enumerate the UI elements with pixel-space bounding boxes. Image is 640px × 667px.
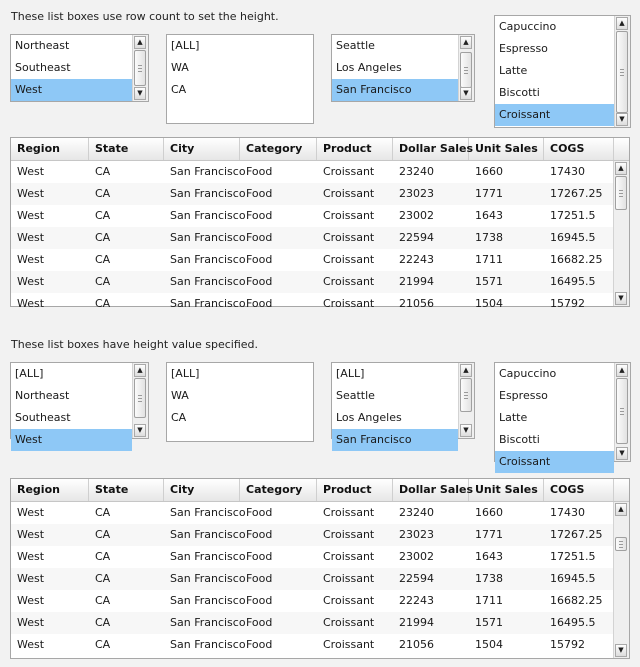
listbox-scrollbar[interactable] [458, 363, 474, 438]
listbox-option[interactable]: Capuccino [499, 367, 557, 380]
table-cell: CA [95, 572, 111, 585]
column-header[interactable]: Region [11, 138, 89, 160]
table-cell: Food [246, 297, 273, 310]
column-header[interactable]: Dollar Sales [393, 479, 469, 501]
table-cell: San Francisco [170, 253, 246, 266]
scroll-up-icon[interactable]: ▲ [134, 364, 146, 377]
listbox-option[interactable]: Capuccino [499, 20, 557, 33]
table-cell: 1660 [475, 165, 503, 178]
listbox-scrollbar[interactable] [132, 363, 148, 438]
table-cell: 1660 [475, 506, 503, 519]
table-cell: 17430 [550, 506, 585, 519]
scroll-down-icon[interactable]: ▼ [134, 424, 146, 437]
listbox-option[interactable]: West [11, 429, 132, 451]
table-cell: 1504 [475, 638, 503, 651]
table-cell: Croissant [323, 275, 375, 288]
table-cell: CA [95, 253, 111, 266]
table-row[interactable] [11, 183, 613, 205]
scroll-thumb[interactable] [615, 537, 627, 551]
listbox-option[interactable]: Biscotti [499, 86, 540, 99]
table-cell: 22594 [399, 572, 434, 585]
scroll-thumb[interactable] [134, 50, 146, 86]
listbox-option[interactable]: Southeast [15, 61, 71, 74]
table-cell: Croissant [323, 231, 375, 244]
column-header[interactable]: COGS [544, 479, 614, 501]
table-cell: Croissant [323, 165, 375, 178]
region-listbox-1[interactable] [10, 34, 149, 102]
table-cell: Croissant [323, 572, 375, 585]
section2-caption: These list boxes have height value specified. [11, 338, 258, 351]
listbox-items [167, 35, 313, 123]
listbox-scrollbar[interactable] [458, 35, 474, 101]
table-cell: 16945.5 [550, 572, 596, 585]
table-cell: San Francisco [170, 638, 246, 651]
table-cell: San Francisco [170, 209, 246, 222]
table-cell: San Francisco [170, 616, 246, 629]
listbox-scrollbar[interactable] [132, 35, 148, 101]
table-cell: San Francisco [170, 275, 246, 288]
listbox-option[interactable]: Southeast [15, 411, 71, 424]
listbox-option[interactable]: Los Angeles [336, 411, 402, 424]
listbox-option[interactable]: Los Angeles [336, 61, 402, 74]
column-header[interactable]: Product [317, 138, 393, 160]
state-listbox-2[interactable] [166, 362, 314, 442]
table-cell: CA [95, 231, 111, 244]
scroll-up-icon[interactable]: ▲ [134, 36, 146, 49]
table-row[interactable] [11, 546, 613, 568]
table-cell: Food [246, 572, 273, 585]
table-cell: 1711 [475, 253, 503, 266]
table-cell: 16495.5 [550, 616, 596, 629]
table-cell: West [17, 528, 45, 541]
grid-scrollbar[interactable] [613, 161, 629, 306]
table-cell: Croissant [323, 506, 375, 519]
table-cell: CA [95, 297, 111, 310]
listbox-option[interactable]: San Francisco [332, 429, 458, 451]
scroll-up-icon[interactable]: ▲ [616, 17, 628, 30]
table-cell: 1643 [475, 550, 503, 563]
column-header[interactable]: Unit Sales [469, 138, 544, 160]
state-listbox-1[interactable] [166, 34, 314, 124]
table-cell: 16495.5 [550, 275, 596, 288]
table-cell: Food [246, 187, 273, 200]
scroll-up-icon[interactable]: ▲ [615, 503, 627, 516]
table-cell: 23002 [399, 209, 434, 222]
table-cell: 23240 [399, 506, 434, 519]
table-row[interactable] [11, 293, 613, 315]
table-cell: Croissant [323, 297, 375, 310]
scroll-down-icon[interactable]: ▼ [460, 424, 472, 437]
column-header[interactable]: City [164, 138, 240, 160]
results-grid-1 [10, 137, 630, 310]
table-cell: West [17, 594, 45, 607]
table-cell: 1771 [475, 187, 503, 200]
listbox-items [332, 363, 458, 446]
scroll-down-icon[interactable]: ▼ [460, 87, 472, 100]
table-cell: Croissant [323, 616, 375, 629]
scroll-down-icon[interactable]: ▼ [615, 292, 627, 305]
table-cell: 1771 [475, 528, 503, 541]
table-cell: 1571 [475, 275, 503, 288]
column-header[interactable]: State [89, 138, 164, 160]
table-row[interactable] [11, 271, 613, 293]
listbox-option[interactable]: WA [171, 389, 189, 402]
table-cell: CA [95, 616, 111, 629]
listbox-option[interactable]: West [11, 79, 132, 101]
table-row[interactable] [11, 227, 613, 249]
table-cell: San Francisco [170, 187, 246, 200]
listbox-items [495, 16, 614, 127]
table-cell: West [17, 253, 45, 266]
column-header[interactable]: COGS [544, 138, 614, 160]
table-cell: Food [246, 275, 273, 288]
table-cell: 16682.25 [550, 253, 603, 266]
table-cell: Food [246, 253, 273, 266]
table-cell: CA [95, 165, 111, 178]
listbox-option[interactable]: Latte [499, 64, 528, 77]
table-cell: 22594 [399, 231, 434, 244]
scroll-thumb[interactable] [460, 52, 472, 88]
column-header[interactable]: Category [240, 479, 317, 501]
table-cell: Food [246, 550, 273, 563]
table-cell: West [17, 187, 45, 200]
column-header[interactable]: Dollar Sales [393, 138, 469, 160]
listbox-option[interactable]: Espresso [499, 42, 548, 55]
listbox-items [11, 363, 132, 446]
scroll-up-icon[interactable]: ▲ [460, 36, 472, 49]
table-cell: 22243 [399, 594, 434, 607]
listbox-option[interactable]: CA [171, 411, 187, 424]
table-row[interactable] [11, 161, 613, 183]
table-cell: West [17, 572, 45, 585]
scroll-thumb[interactable] [134, 378, 146, 418]
table-cell: 21056 [399, 638, 434, 651]
listbox-option[interactable]: [ALL] [171, 39, 200, 52]
table-cell: Food [246, 528, 273, 541]
city-listbox-2[interactable] [331, 362, 475, 446]
table-cell: West [17, 638, 45, 651]
table-cell: Croissant [323, 528, 375, 541]
table-cell: CA [95, 528, 111, 541]
table-cell: Croissant [323, 209, 375, 222]
grid-scrollbar[interactable] [613, 502, 629, 658]
table-row[interactable] [11, 568, 613, 590]
section1-caption: These list boxes use row count to set the height. [11, 10, 279, 23]
city-listbox-1[interactable] [331, 34, 475, 102]
scroll-down-icon[interactable]: ▼ [616, 447, 628, 460]
table-cell: San Francisco [170, 231, 246, 244]
results-grid-2 [10, 478, 630, 659]
scroll-thumb[interactable] [616, 31, 628, 113]
listbox-option[interactable]: [ALL] [171, 367, 200, 380]
table-cell: West [17, 165, 45, 178]
table-row[interactable] [11, 524, 613, 546]
listbox-option[interactable]: Northeast [15, 389, 70, 402]
listbox-items [495, 363, 614, 468]
listbox-option[interactable]: Croissant [495, 104, 614, 126]
table-cell: Food [246, 638, 273, 651]
table-cell: 1643 [475, 209, 503, 222]
table-cell: San Francisco [170, 572, 246, 585]
column-header[interactable]: Category [240, 138, 317, 160]
table-cell: 23002 [399, 550, 434, 563]
listbox-option[interactable]: WA [171, 61, 189, 74]
listbox-option[interactable]: CA [171, 83, 187, 96]
column-header[interactable]: Unit Sales [469, 479, 544, 501]
table-cell: 23023 [399, 528, 434, 541]
table-cell: CA [95, 506, 111, 519]
listbox-option[interactable]: Seattle [336, 39, 375, 52]
grid-header [11, 479, 629, 502]
listbox-option[interactable]: Northeast [15, 39, 70, 52]
table-cell: 16682.25 [550, 594, 603, 607]
table-cell: 15792 [550, 297, 585, 310]
table-cell: Food [246, 594, 273, 607]
table-cell: CA [95, 550, 111, 563]
table-cell: San Francisco [170, 594, 246, 607]
listbox-option[interactable]: Croissant [495, 451, 614, 473]
table-cell: 1711 [475, 594, 503, 607]
table-row[interactable] [11, 612, 613, 634]
scroll-thumb[interactable] [615, 176, 627, 210]
column-header[interactable]: State [89, 479, 164, 501]
listbox-option[interactable]: Seattle [336, 389, 375, 402]
table-cell: San Francisco [170, 550, 246, 563]
table-cell: 1504 [475, 297, 503, 310]
table-cell: Croissant [323, 638, 375, 651]
table-cell: CA [95, 187, 111, 200]
listbox-items [332, 35, 458, 101]
table-cell: 16945.5 [550, 231, 596, 244]
table-row[interactable] [11, 249, 613, 271]
table-cell: 23023 [399, 187, 434, 200]
table-cell: San Francisco [170, 297, 246, 310]
table-cell: West [17, 297, 45, 310]
listbox-scrollbar[interactable] [614, 16, 630, 127]
table-cell: CA [95, 275, 111, 288]
listbox-option[interactable]: Espresso [499, 389, 548, 402]
table-cell: San Francisco [170, 506, 246, 519]
table-cell: CA [95, 594, 111, 607]
table-cell: Croissant [323, 187, 375, 200]
listbox-option[interactable]: Biscotti [499, 433, 540, 446]
table-cell: 21056 [399, 297, 434, 310]
table-cell: San Francisco [170, 165, 246, 178]
scroll-thumb[interactable] [616, 378, 628, 444]
table-cell: Croissant [323, 550, 375, 563]
table-cell: 17251.5 [550, 550, 596, 563]
scroll-down-icon[interactable]: ▼ [616, 113, 628, 126]
table-row[interactable] [11, 590, 613, 612]
table-cell: Food [246, 616, 273, 629]
listbox-items [167, 363, 313, 441]
listbox-scrollbar[interactable] [614, 363, 630, 461]
listbox-option[interactable]: [ALL] [336, 367, 365, 380]
scroll-down-icon[interactable]: ▼ [615, 644, 627, 657]
table-cell: Food [246, 231, 273, 244]
table-cell: CA [95, 209, 111, 222]
table-row[interactable] [11, 502, 613, 524]
grid-header [11, 138, 629, 161]
table-cell: Food [246, 209, 273, 222]
column-header[interactable]: City [164, 479, 240, 501]
listbox-option[interactable]: Latte [499, 411, 528, 424]
table-cell: West [17, 231, 45, 244]
scroll-thumb[interactable] [460, 378, 472, 412]
table-cell: West [17, 506, 45, 519]
column-header[interactable]: Product [317, 479, 393, 501]
table-cell: 1738 [475, 572, 503, 585]
table-cell: 17251.5 [550, 209, 596, 222]
grid-body [11, 161, 613, 310]
scroll-up-icon[interactable]: ▲ [616, 364, 628, 377]
scroll-down-icon[interactable]: ▼ [134, 87, 146, 100]
listbox-items [11, 35, 132, 101]
scroll-up-icon[interactable]: ▲ [460, 364, 472, 377]
table-cell: West [17, 275, 45, 288]
grid-body [11, 502, 613, 658]
table-cell: 17267.25 [550, 528, 603, 541]
table-cell: 21994 [399, 616, 434, 629]
table-cell: 1571 [475, 616, 503, 629]
table-cell: West [17, 616, 45, 629]
table-cell: 17267.25 [550, 187, 603, 200]
table-cell: Croissant [323, 594, 375, 607]
table-cell: 15792 [550, 638, 585, 651]
table-cell: Food [246, 506, 273, 519]
table-row[interactable] [11, 205, 613, 227]
table-cell: West [17, 550, 45, 563]
table-cell: Food [246, 165, 273, 178]
table-cell: 22243 [399, 253, 434, 266]
column-header[interactable]: Region [11, 479, 89, 501]
table-row[interactable] [11, 634, 613, 656]
table-cell: 1738 [475, 231, 503, 244]
table-cell: San Francisco [170, 528, 246, 541]
listbox-option[interactable]: San Francisco [332, 79, 458, 101]
listbox-option[interactable]: [ALL] [15, 367, 44, 380]
table-cell: 17430 [550, 165, 585, 178]
table-cell: 21994 [399, 275, 434, 288]
table-cell: 23240 [399, 165, 434, 178]
scroll-up-icon[interactable]: ▲ [615, 162, 627, 175]
product-listbox-1[interactable] [494, 15, 631, 128]
table-cell: Croissant [323, 253, 375, 266]
table-cell: CA [95, 638, 111, 651]
region-listbox-2[interactable] [10, 362, 149, 446]
product-listbox-2[interactable] [494, 362, 631, 468]
table-cell: West [17, 209, 45, 222]
